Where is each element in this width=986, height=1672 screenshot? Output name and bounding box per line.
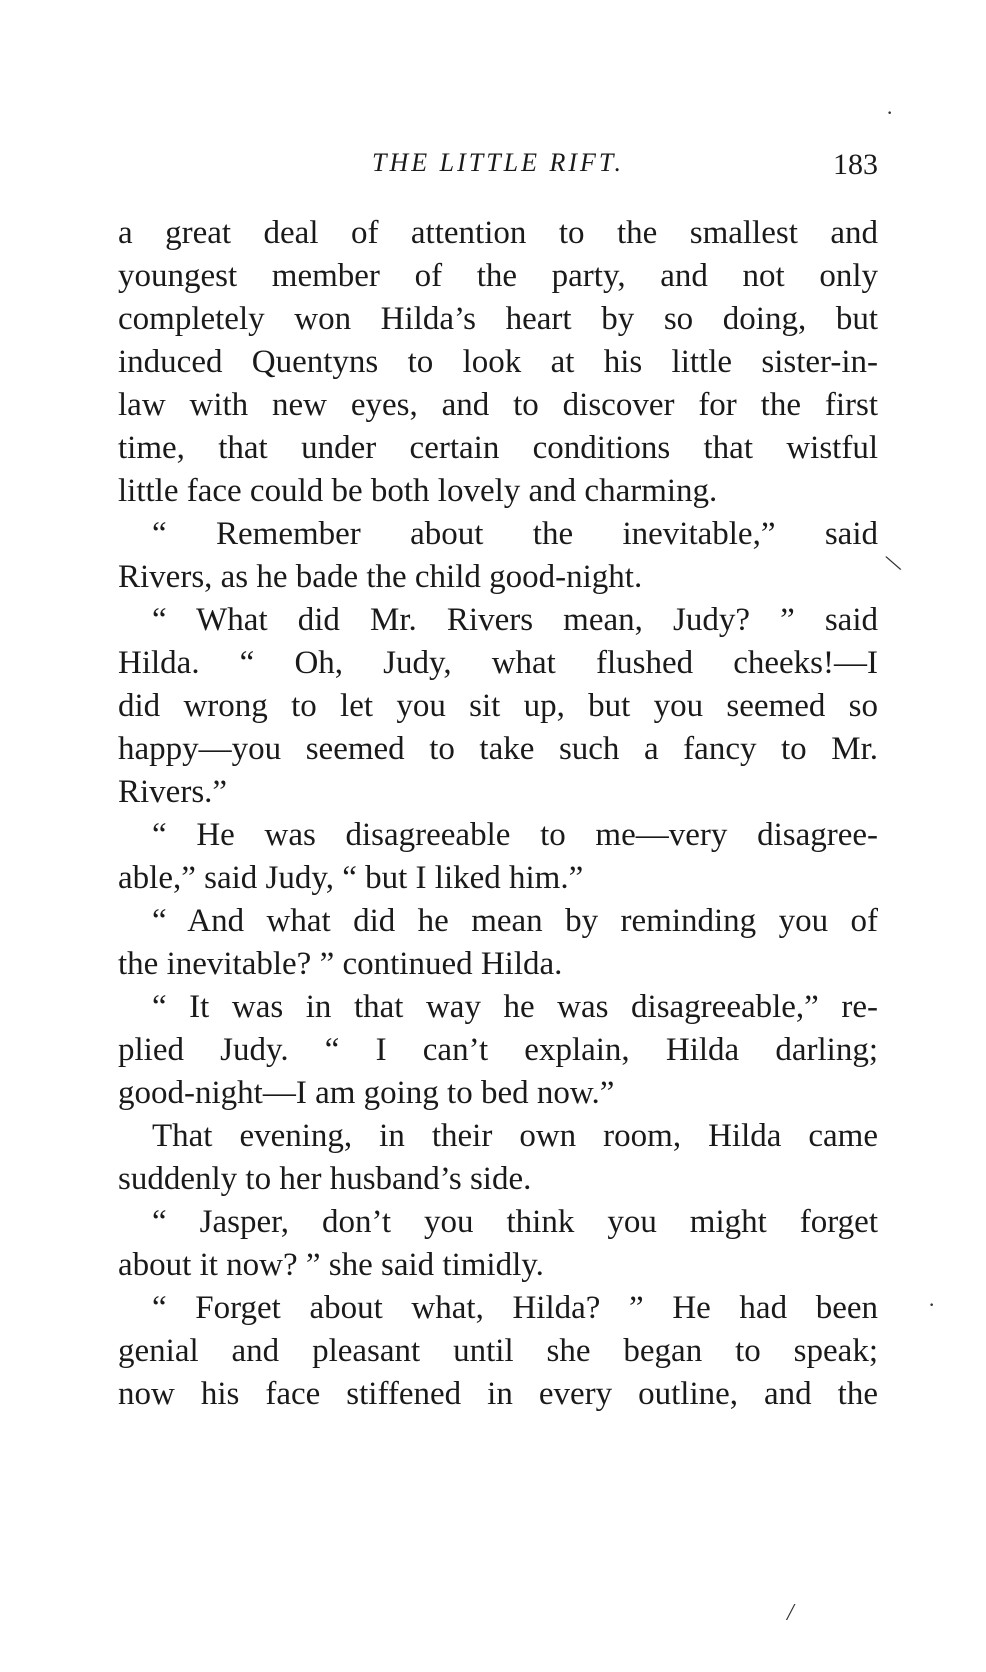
stray-stroke-mark: / xyxy=(787,1600,794,1626)
text-line: happy—you seemed to take such a fancy to Mr. xyxy=(118,731,878,767)
text-line: now his face stiffened in every outline, and the xyxy=(118,1376,878,1412)
text-line: genial and pleasant until she began to speak; xyxy=(118,1333,878,1369)
text-line: time, that under certain conditions that wistful xyxy=(118,430,878,466)
text-line: able,” said Judy, “ but I liked him.” xyxy=(118,860,584,896)
text-line: “ Forget about what, Hilda? ” He had been xyxy=(152,1290,878,1326)
text-line: completely won Hilda’s heart by so doing, but xyxy=(118,301,878,337)
text-line: little face could be both lovely and charming. xyxy=(118,473,718,509)
text-line: did wrong to let you sit up, but you seemed so xyxy=(118,688,878,724)
running-title: THE LITTLE RIFT. xyxy=(372,148,624,177)
text-line: “ And what did he mean by reminding you of xyxy=(152,903,878,939)
page-number: 183 xyxy=(833,148,878,181)
body-text xyxy=(118,212,878,1416)
text-line: good-night—I am going to bed now.” xyxy=(118,1075,615,1111)
text-line: “ He was disagreeable to me—very disagree- xyxy=(152,817,878,853)
text-line: Rivers, as he bade the child good-night. xyxy=(118,559,643,595)
stray-dot-mark: · xyxy=(886,100,894,125)
page-header xyxy=(118,148,878,194)
stray-dot-mark: · xyxy=(928,1292,936,1317)
text-line: plied Judy. “ I can’t explain, Hilda darling; xyxy=(118,1032,878,1068)
text-line: “ It was in that way he was disagreeable,” re- xyxy=(152,989,878,1025)
stray-stroke-mark: \ xyxy=(882,548,905,579)
text-line: That evening, in their own room, Hilda came xyxy=(152,1118,878,1154)
text-line: law with new eyes, and to discover for the first xyxy=(118,387,878,423)
text-line: “ What did Mr. Rivers mean, Judy? ” said xyxy=(152,602,878,638)
text-line: youngest member of the party, and not only xyxy=(118,258,878,294)
text-line: Hilda. “ Oh, Judy, what flushed cheeks!—I xyxy=(118,645,878,681)
text-line: about it now? ” she said timidly. xyxy=(118,1247,544,1283)
text-line: the inevitable? ” continued Hilda. xyxy=(118,946,563,982)
text-line: “ Remember about the inevitable,” said xyxy=(152,516,878,552)
text-line: “ Jasper, don’t you think you might forget xyxy=(152,1204,878,1240)
text-line: induced Quentyns to look at his little sister-in- xyxy=(118,344,878,380)
text-line: Rivers.” xyxy=(118,774,228,810)
text-line: a great deal of attention to the smallest and xyxy=(118,215,878,251)
text-line: suddenly to her husband’s side. xyxy=(118,1161,532,1197)
